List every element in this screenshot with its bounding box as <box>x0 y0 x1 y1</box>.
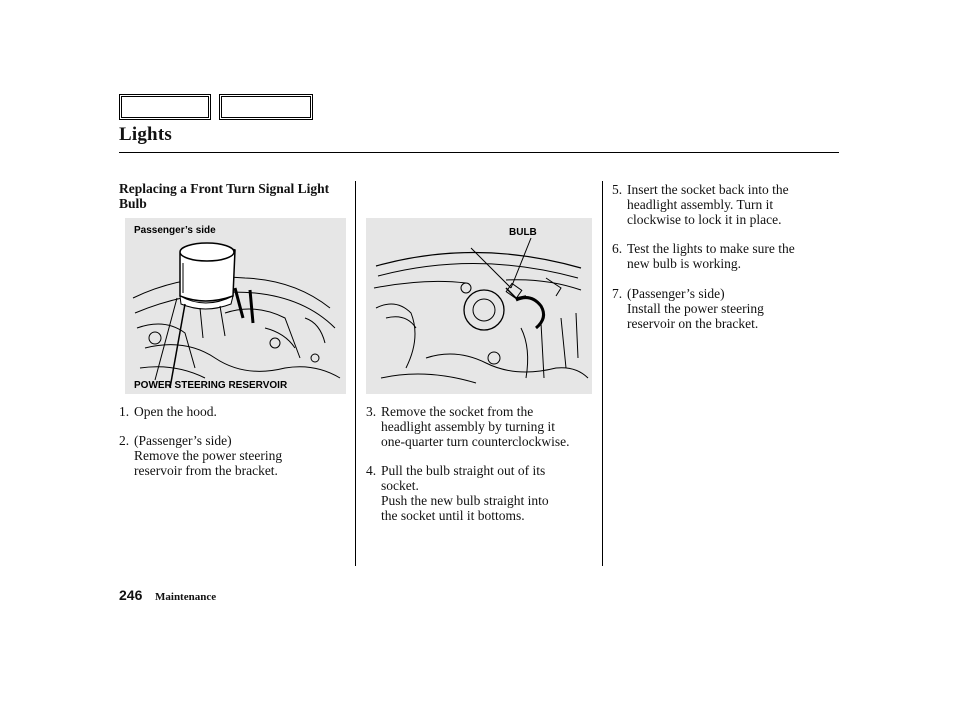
page-title: Lights <box>119 124 172 145</box>
step-text-line: Insert the socket back into the <box>627 182 789 197</box>
step-text-line: reservoir from the bracket. <box>134 463 278 478</box>
step-text-line: one-quarter turn counterclockwise. <box>381 434 570 449</box>
figure-bulb <box>366 218 592 394</box>
step-text-line: headlight assembly by turning it <box>381 419 555 434</box>
step-text-line: (Passenger’s side) <box>134 433 232 448</box>
engine-illustration-middle <box>366 218 592 394</box>
step-text-line: Install the power steering <box>627 301 764 316</box>
step-text-line: headlight assembly. Turn it <box>627 197 774 212</box>
step-text-line: Remove the power steering <box>134 448 283 463</box>
column-divider-2 <box>602 181 603 566</box>
step-text-line: Open the hood. <box>134 404 217 419</box>
step-number: 1. <box>119 404 130 419</box>
column-divider-1 <box>355 181 356 566</box>
page-number: 246 <box>119 587 143 603</box>
nav-tab-box-2[interactable] <box>219 94 313 120</box>
title-rule <box>119 152 839 153</box>
section-heading: Replacing a Front Turn Signal Light Bulb <box>119 181 330 211</box>
footer-section-name: Maintenance <box>155 591 217 603</box>
step-text-line: clockwise to lock it in place. <box>627 212 782 227</box>
figure-label-bulb: BULB <box>509 227 537 238</box>
step-text-line: Pull the bulb straight out of its <box>381 463 546 478</box>
step-text-line: reservoir on the bracket. <box>627 316 759 331</box>
step-number: 2. <box>119 433 130 448</box>
nav-tab-box-1[interactable] <box>119 94 211 120</box>
step-text-line: (Passenger’s side) <box>627 286 725 301</box>
engine-illustration-left <box>125 218 346 394</box>
figure-label-passenger-side: Passenger’s side <box>134 225 216 236</box>
figure-power-steering-reservoir <box>125 218 346 394</box>
step-number: 4. <box>366 463 377 478</box>
step-number: 5. <box>612 182 623 197</box>
step-text-line: the socket until it bottoms. <box>381 508 525 523</box>
step-text-line: Push the new bulb straight into <box>381 493 549 508</box>
figure-label-power-steering-reservoir: POWER STEERING RESERVOIR <box>134 380 288 391</box>
step-text-line: Remove the socket from the <box>381 404 534 419</box>
step-text-line: Test the lights to make sure the <box>627 241 795 256</box>
step-number: 6. <box>612 241 623 256</box>
step-number: 7. <box>612 286 623 301</box>
step-text-line: socket. <box>381 478 419 493</box>
step-text-line: new bulb is working. <box>627 256 741 271</box>
step-number: 3. <box>366 404 377 419</box>
